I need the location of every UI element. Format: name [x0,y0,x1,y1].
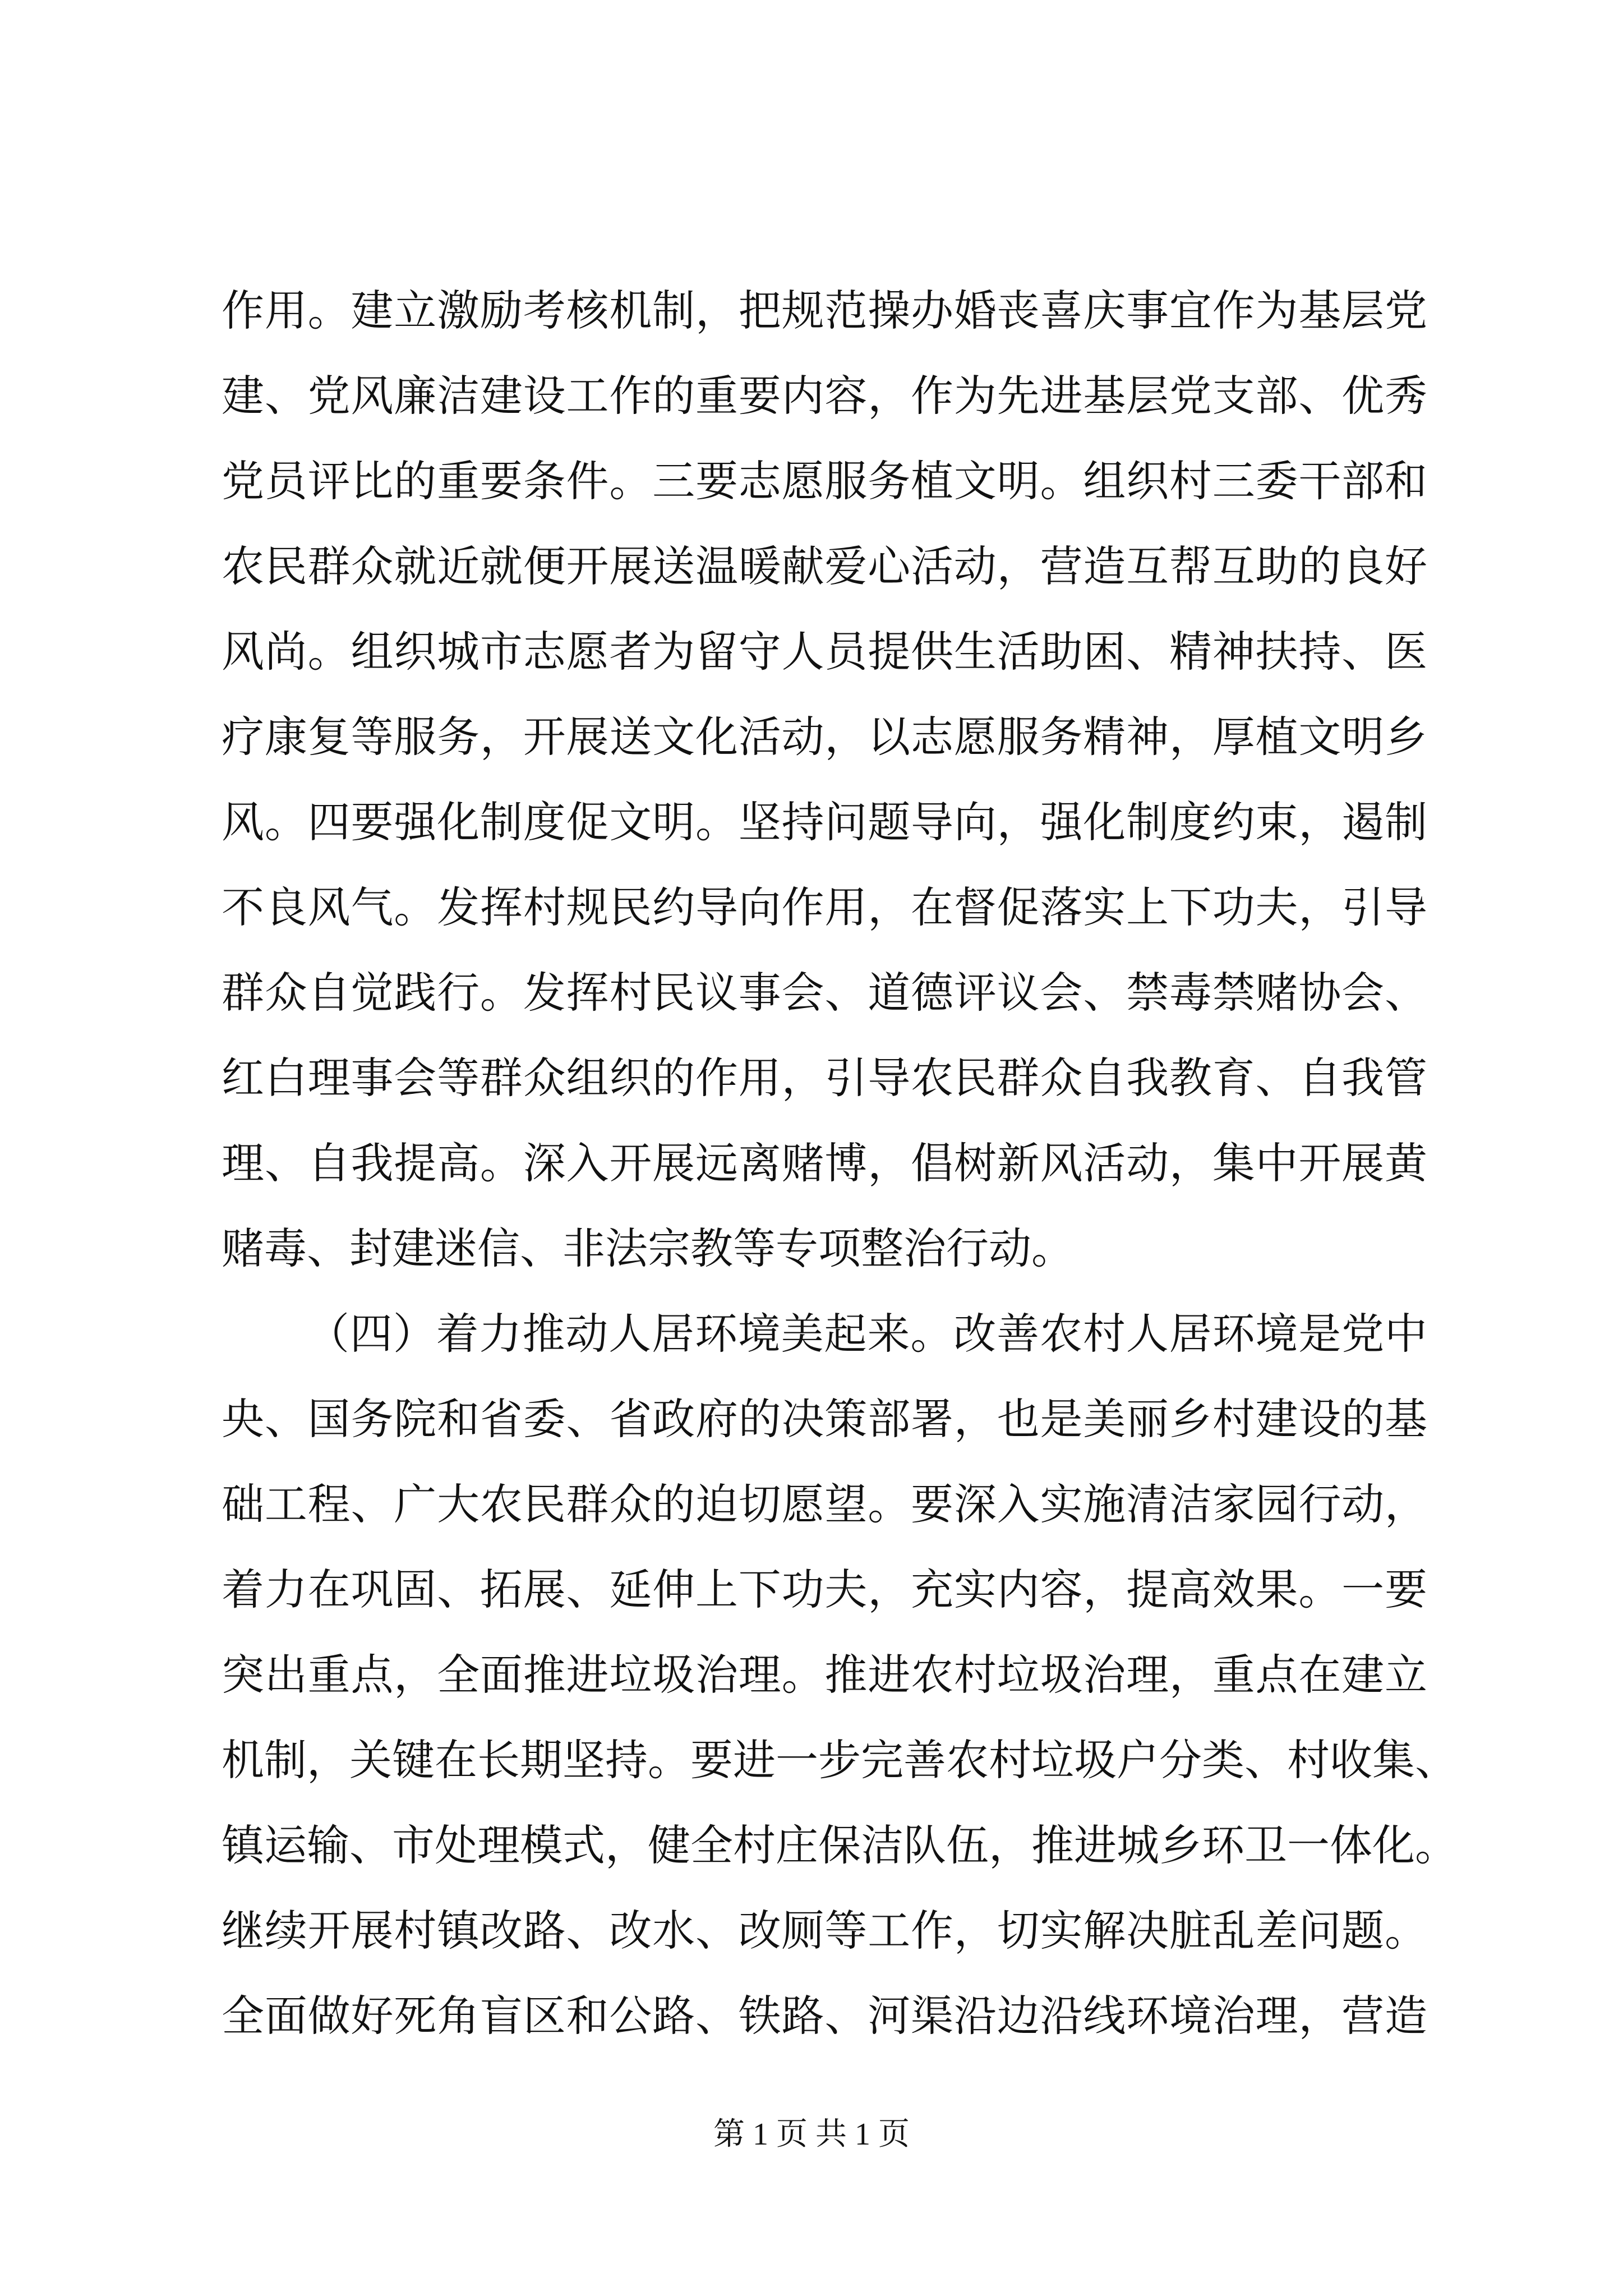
text-line: 农民群众就近就便开展送温暖献爱心活动，营造互帮互助的良好 [222,541,1427,591]
body-text [222,268,1458,2059]
text-line: 作用。建立激励考核机制，把规范操办婚丧喜庆事宜作为基层党 [222,286,1427,335]
section-heading-line: （四）着力推动人居环境美起来。改善农村人居环境是党中 [307,1309,1427,1359]
text-line: 机制，关键在长期坚持。要进一步完善农村垃圾户分类、村收集、 [222,1735,1458,1785]
text-line: 疗康复等服务，开展送文化活动，以志愿服务精神，厚植文明乡 [222,712,1427,762]
text-line: 镇运输、市处理模式，健全村庄保洁队伍，推进城乡环卫一体化。 [222,1820,1458,1870]
text-line: 全面做好死角盲区和公路、铁路、河渠沿边沿线环境治理，营造 [222,1991,1427,2041]
text-line: 础工程、广大农民群众的迫切愿望。要深入实施清洁家园行动， [222,1479,1427,1529]
text-line: 不良风气。发挥村规民约导向作用，在督促落实上下功夫，引导 [222,882,1427,932]
page-footer: 第 1 页 共 1 页 [713,2117,910,2152]
text-line: 红白理事会等群众组织的作用，引导农民群众自我教育、自我管 [222,1053,1427,1103]
text-line: 突出重点，全面推进垃圾治理。推进农村垃圾治理，重点在建立 [222,1650,1427,1700]
text-line: 着力在巩固、拓展、延伸上下功夫，充实内容，提高效果。一要 [222,1565,1427,1614]
text-line: 群众自觉践行。发挥村民议事会、道德评议会、禁毒禁赌协会、 [222,968,1427,1018]
text-line: 央、国务院和省委、省政府的决策部署，也是美丽乡村建设的基 [222,1394,1427,1444]
text-line: 风尚。组织城市志愿者为留守人员提供生活助困、精神扶持、医 [222,627,1427,677]
text-line: 继续开展村镇改路、改水、改厕等工作，切实解决脏乱差问题。 [222,1906,1427,1955]
text-line: 理、自我提高。深入开展远离赌博，倡树新风活动，集中开展黄 [222,1138,1427,1188]
paragraph-end-line: 赌毒、封建迷信、非法宗教等专项整治行动。 [222,1223,1074,1273]
text-line: 风。四要强化制度促文明。坚持问题导向，强化制度约束，遏制 [222,797,1427,847]
text-line: 党员评比的重要条件。三要志愿服务植文明。组织村三委干部和 [222,456,1427,506]
text-line: 建、党风廉洁建设工作的重要内容，作为先进基层党支部、优秀 [222,371,1427,421]
